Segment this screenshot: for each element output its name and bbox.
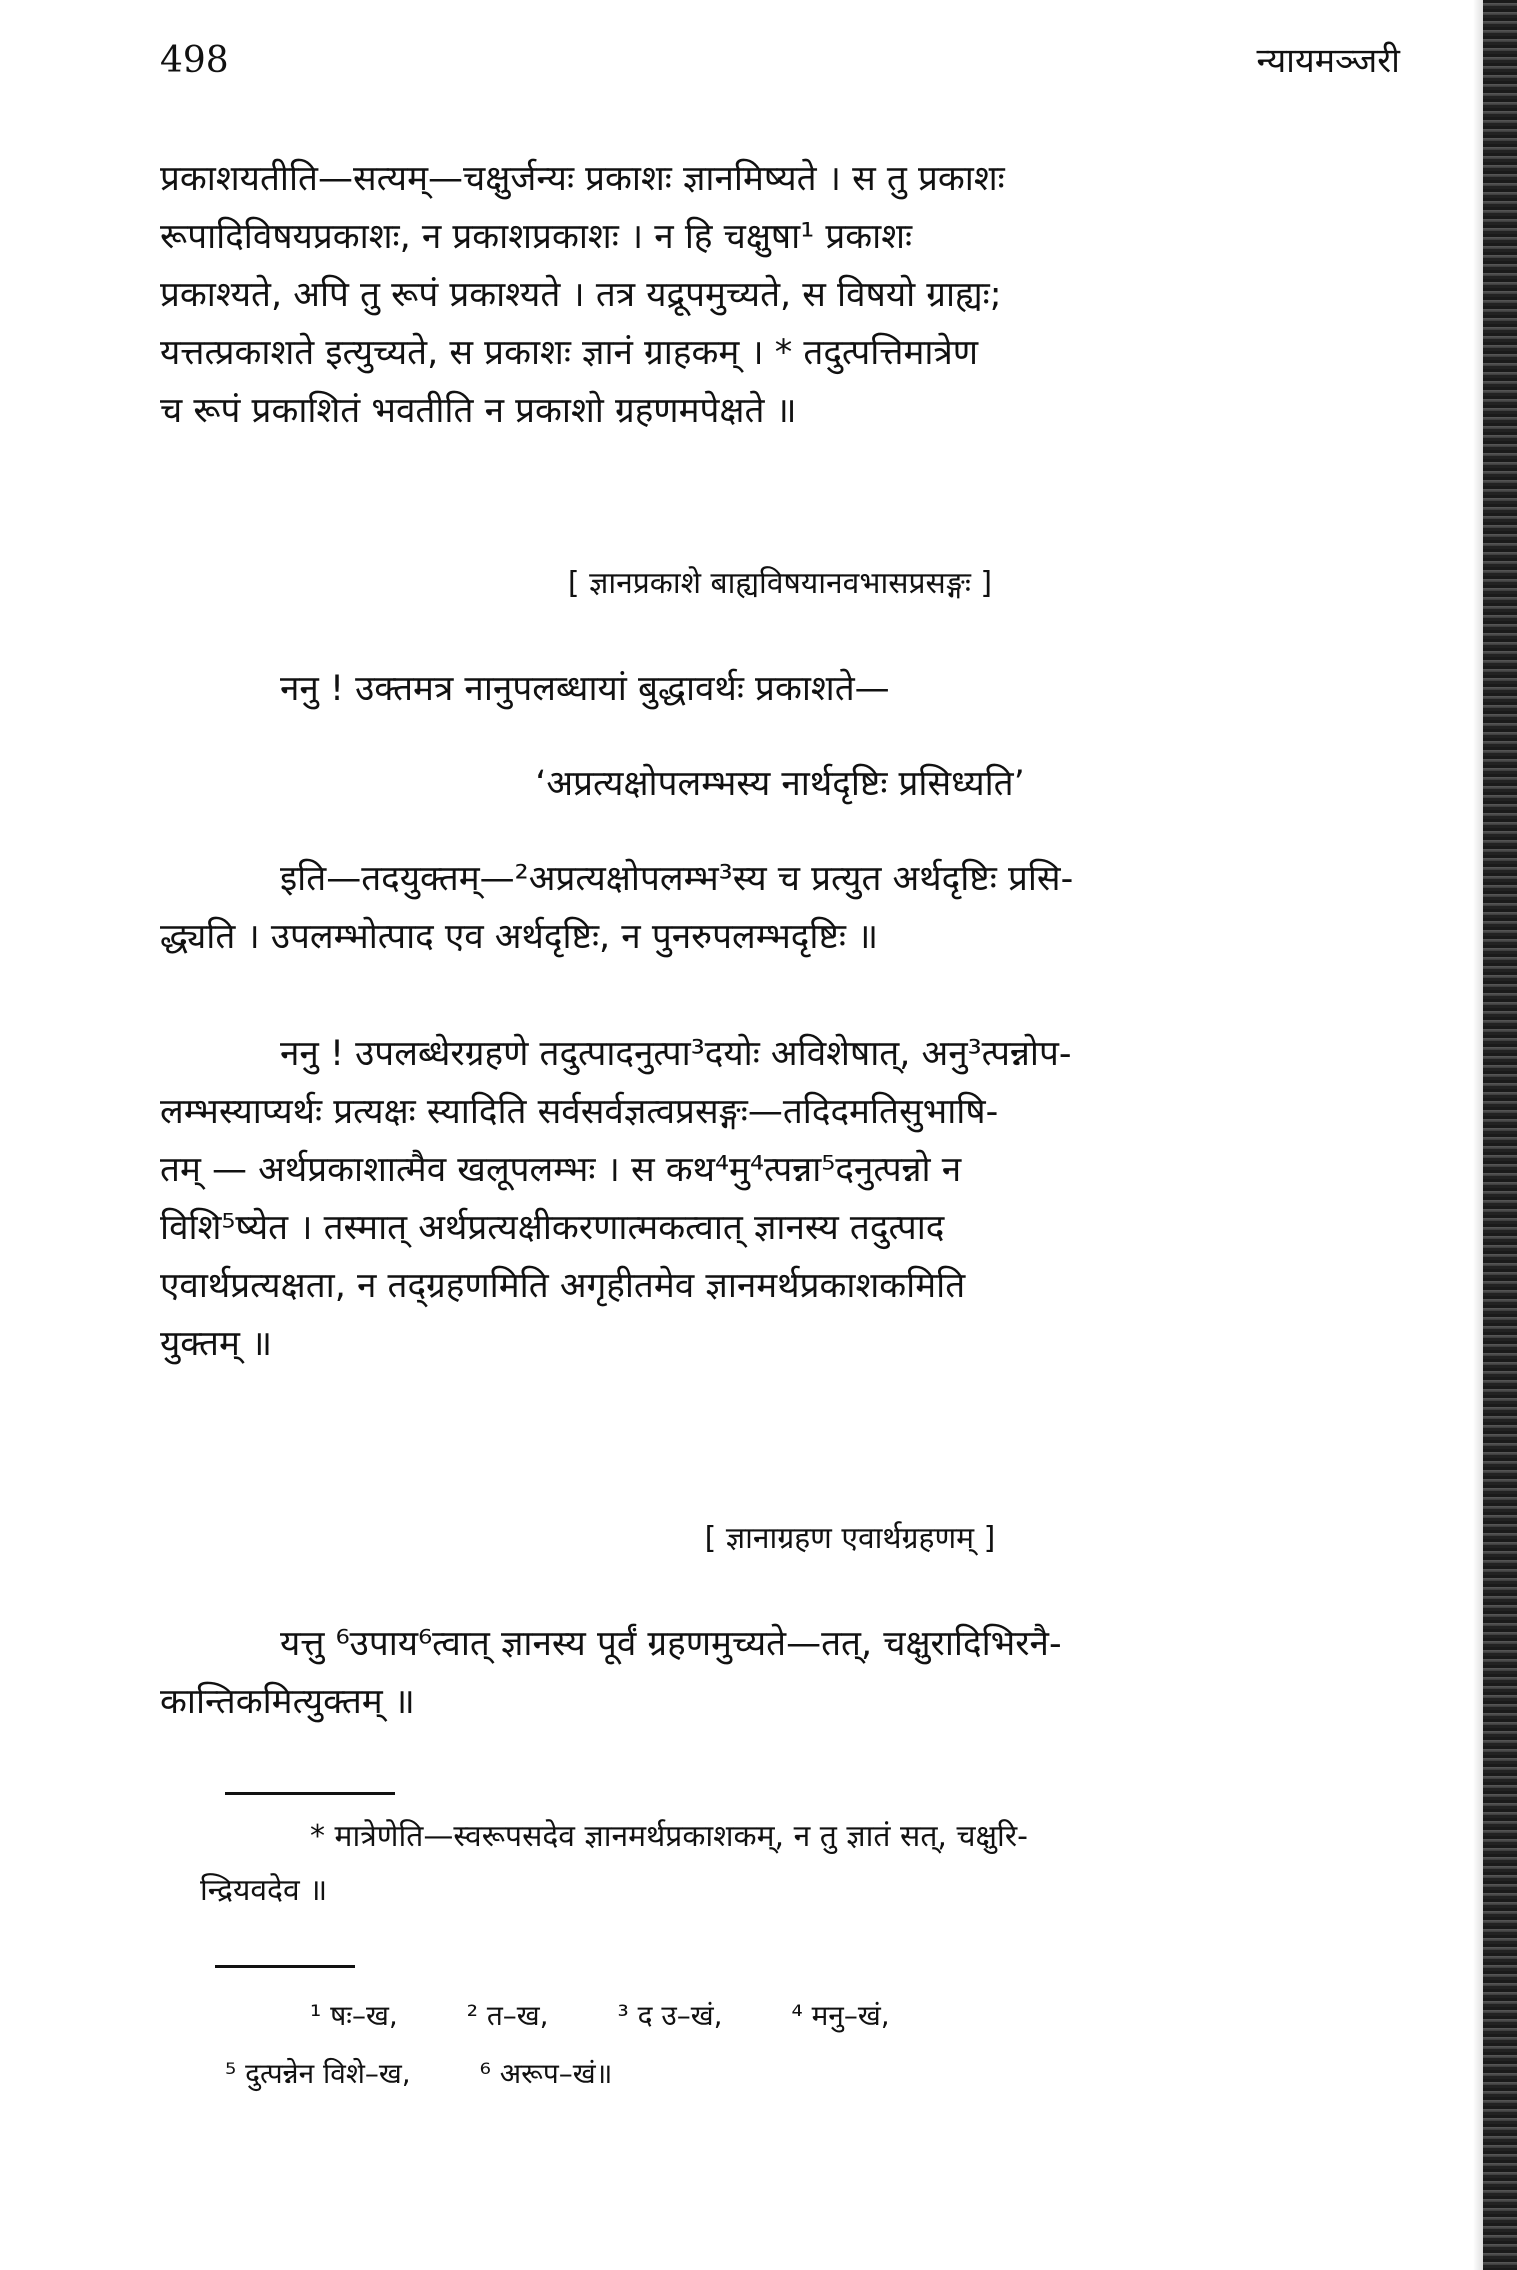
page-header bbox=[160, 30, 1400, 100]
text-line: ननु ! उक्तमत्र नानुपलब्धायां बुद्धावर्थः प्रकाशते— bbox=[280, 669, 890, 709]
footnote: ¹ षः–ख, bbox=[310, 1999, 398, 2032]
footnote: ⁶ अरूप–खं॥ bbox=[479, 2057, 613, 2090]
footnotes-row-2 bbox=[225, 2048, 672, 2100]
text-line: एवार्थप्रत्यक्षता, न तद्ग्रहणमिति अगृहीतमेव ज्ञानमर्थप्रकाशकमिति bbox=[160, 1266, 966, 1306]
footnote: ⁴ मनु–खं, bbox=[791, 1999, 890, 2032]
paragraph-5 bbox=[160, 1615, 1400, 1731]
starnote bbox=[200, 1810, 1400, 1918]
text-line: युक्तम् ॥ bbox=[160, 1324, 273, 1364]
text-line: यत्तत्प्रकाशते इत्युच्यते, स प्रकाशः ज्ञानं ग्राहकम् । * तदुत्पत्तिमात्रेण bbox=[160, 333, 979, 373]
text-line: लम्भस्याप्यर्थः प्रत्यक्षः स्यादिति सर्वसर्वज्ञत्वप्रसङ्गः—तदिदमतिसुभाषि- bbox=[160, 1092, 999, 1132]
text-line: विशि⁵ष्येत । तस्मात् अर्थप्रत्यक्षीकरणात्मकत्वात् ज्ञानस्य तदुत्पाद bbox=[160, 1208, 945, 1248]
footnote: ⁵ दुत्पन्नेन विशे–ख, bbox=[225, 2057, 411, 2090]
text-line: इति—तदयुक्तम्—²अप्रत्यक्षोपलम्भ³स्य च प्रत्युत अर्थदृष्टिः प्रसि- bbox=[280, 859, 1074, 899]
footnote: ² त–ख, bbox=[466, 1999, 549, 2032]
starnote-line: न्द्रियवदेव ॥ bbox=[200, 1873, 328, 1908]
paragraph-2 bbox=[160, 660, 1400, 718]
text-line: च रूपं प्रकाशितं भवतीति न प्रकाशो ग्रहणमपेक्षते ॥ bbox=[160, 391, 797, 431]
book-binding-edge bbox=[1483, 0, 1517, 2270]
running-head: न्यायमञ्जरी bbox=[1256, 41, 1400, 81]
section-heading-1: [ ज्ञानप्रकाशे बाह्यविषयानवभासप्रसङ्गः ] bbox=[567, 566, 993, 601]
paragraph-1 bbox=[160, 150, 1400, 440]
page-edge-shadow bbox=[1473, 0, 1483, 2270]
text-line: द्ध्यति । उपलम्भोत्पाद एव अर्थदृष्टिः, न पुनरुपलम्भदृष्टिः ॥ bbox=[160, 917, 879, 957]
footnote: ³ द उ–खं, bbox=[617, 1999, 723, 2032]
text-line: यत्तु ⁶उपाय⁶त्वात् ज्ञानस्य पूर्वं ग्रहणमुच्यते—तत्, चक्षुरादिभिरनै- bbox=[280, 1624, 1062, 1664]
text-line: रूपादिविषयप्रकाशः, न प्रकाशप्रकाशः । न हि चक्षुषा¹ प्रकाशः bbox=[160, 217, 913, 257]
footnotes-row-1 bbox=[310, 1990, 950, 2042]
starnote-rule bbox=[225, 1792, 395, 1795]
quoted-verse: ‘अप्रत्यक्षोपलम्भस्य नार्थदृष्टिः प्रसिध्यति’ bbox=[535, 764, 1025, 804]
page-number: 498 bbox=[160, 40, 229, 81]
starnote-line: * मात्रेणेति—स्वरूपसदेव ज्ञानमर्थप्रकाशकम्, न तु ज्ञातं सत्, चक्षुरि- bbox=[310, 1819, 1028, 1854]
paragraph-3 bbox=[160, 850, 1400, 966]
text-line: कान्तिकमित्युक्तम् ॥ bbox=[160, 1682, 415, 1722]
section-heading-2: [ ज्ञानाग्रहण एवार्थग्रहणम् ] bbox=[704, 1521, 996, 1556]
text-line: प्रकाशयतीति—सत्यम्—चक्षुर्जन्यः प्रकाशः ज्ञानमिष्यते । स तु प्रकाशः bbox=[160, 159, 1005, 199]
footnote-rule bbox=[215, 1965, 355, 1968]
text-line: प्रकाश्यते, अपि तु रूपं प्रकाश्यते । तत्र यद्रूपमुच्यते, स विषयो ग्राह्यः; bbox=[160, 275, 1002, 315]
text-line: ननु ! उपलब्धेरग्रहणे तदुत्पादनुत्पा³दयोः अविशेषात्, अनु³त्पन्नोप- bbox=[280, 1034, 1072, 1074]
text-line: तम् — अर्थप्रकाशात्मैव खलूपलम्भः । स कथ⁴मु⁴त्पन्ना⁵दनुत्पन्नो न bbox=[160, 1150, 962, 1190]
paragraph-4 bbox=[160, 1025, 1400, 1373]
